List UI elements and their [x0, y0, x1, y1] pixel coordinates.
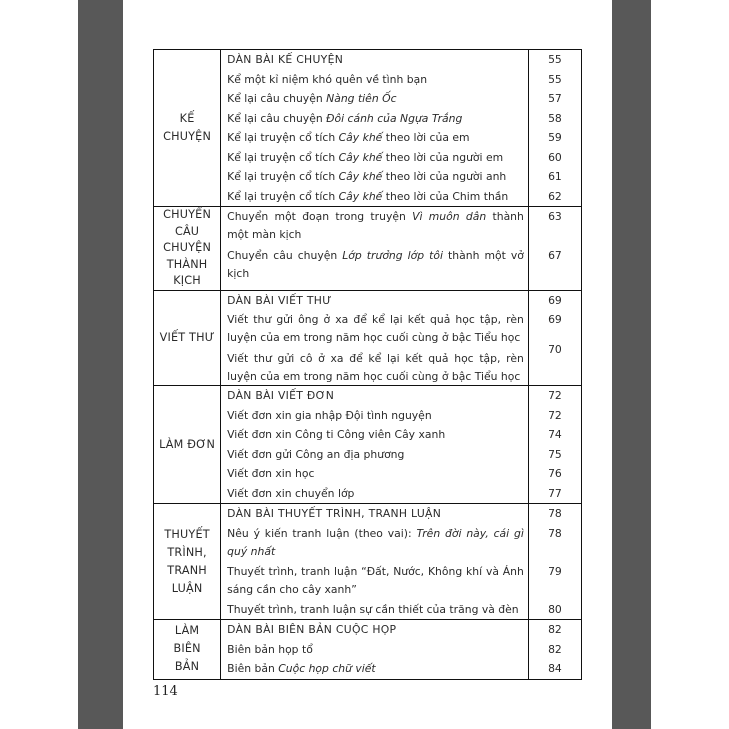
- category-label: TRÌNH,: [167, 545, 207, 559]
- entries-cell: [221, 290, 529, 386]
- category-label: TRANH: [167, 563, 207, 577]
- toc-entry[interactable]: Viết đơn xin gia nhập Đội tình nguyện: [227, 408, 432, 422]
- category-cell: [154, 207, 221, 291]
- page-number: 69: [548, 293, 562, 307]
- page-number: 79: [548, 564, 562, 578]
- entry-text: theo lời của người em: [382, 150, 504, 164]
- toc-entry[interactable]: Viết thư gửi cô ở xa để kể lại kết quả học tập, rèn luyện của em trong năm học cuối cùng ở bậc Tiểu học: [227, 352, 524, 383]
- toc-entry[interactable]: Viết đơn xin chuyển lớp: [227, 486, 355, 500]
- page-number: 84: [548, 662, 562, 675]
- toc-entry[interactable]: DÀN BÀI BIÊN BẢN CUỘC HỌP: [227, 623, 397, 636]
- entry-text: Chuyển một đoạn trong truyện: [227, 210, 413, 223]
- page-number: 72: [548, 389, 562, 402]
- pages-cell: [528, 386, 581, 504]
- toc-section-chuyen-thanh-kich: [154, 207, 582, 291]
- toc-entry[interactable]: DÀN BÀI VIẾT THƯ: [227, 293, 332, 307]
- toc-entry[interactable]: Viết thư gửi ông ở xa để kể lại kết quả học tập, rèn luyện của em trong năm học cuối cùng ở bậc Tiểu học: [227, 313, 524, 344]
- toc-entry[interactable]: [221, 187, 528, 207]
- page-number: 82: [548, 623, 562, 636]
- entry-title-italic: Cây khế: [338, 131, 383, 144]
- toc-entry[interactable]: [221, 659, 528, 679]
- entry-title-italic: Cây khế: [338, 150, 383, 164]
- category-label: THUYẾT: [164, 527, 210, 541]
- toc-entry[interactable]: [221, 167, 528, 187]
- entry-text: theo lời của em: [382, 131, 470, 144]
- category-cell: [154, 290, 221, 386]
- toc-entry[interactable]: Thuyết trình, tranh luận sự cần thiết của trăng và đèn: [227, 602, 519, 616]
- toc-section-bien-ban: [154, 620, 582, 680]
- entry-text: thành một màn kịch: [227, 210, 524, 241]
- toc-entry[interactable]: DÀN BÀI VIẾT ĐƠN: [227, 389, 335, 402]
- category-label: KẾ: [179, 112, 195, 125]
- toc-entry[interactable]: [221, 128, 528, 148]
- footer-page-number: 114: [153, 684, 178, 699]
- category-label: LÀM ĐƠN: [159, 437, 216, 451]
- page-number: 67: [548, 249, 562, 262]
- pages-cell: [528, 50, 581, 207]
- entry-text: Kể lại truyện cổ tích: [227, 150, 339, 164]
- toc-section-ke-chuyen: [154, 50, 582, 207]
- left-gray-margin: [78, 0, 123, 729]
- toc-entry[interactable]: [221, 148, 528, 168]
- entries-cell: [221, 207, 529, 291]
- entries-cell: [221, 504, 529, 620]
- toc-entry[interactable]: Viết đơn xin Công ti Công viên Cây xanh: [227, 428, 446, 441]
- category-label: LÀM: [174, 624, 200, 638]
- category-cell: [154, 386, 221, 504]
- entry-text: theo lời của Chim thần: [382, 189, 509, 203]
- category-cell: [154, 504, 221, 620]
- pages-cell: [528, 207, 581, 291]
- page-number: 59: [548, 131, 562, 144]
- page-number: 60: [548, 150, 562, 164]
- entry-title-italic: Lớp trưởng lớp tôi: [342, 249, 444, 262]
- toc-entry[interactable]: DÀN BÀI THUYẾT TRÌNH, TRANH LUẬN: [227, 507, 442, 520]
- entries-cell: [221, 620, 529, 680]
- entry-title-italic: Vì muôn dân: [412, 210, 487, 223]
- page-number: 72: [548, 408, 562, 422]
- page-number: 55: [548, 72, 562, 86]
- category-label: CHUYỆN: [163, 241, 212, 254]
- page-number: 69: [548, 313, 562, 326]
- page-number: 63: [548, 210, 562, 223]
- page-number: 55: [548, 53, 562, 66]
- entry-text: Biên bản: [227, 662, 279, 675]
- entry-title-italic: Cây khế: [338, 189, 383, 203]
- category-label: CHUYỂN: [163, 208, 212, 221]
- pages-cell: [528, 290, 581, 386]
- page-number: 80: [548, 602, 562, 616]
- category-label: CÂU: [174, 224, 200, 238]
- page-number: 75: [548, 447, 562, 461]
- pages-cell: [528, 504, 581, 620]
- entry-text: Kể lại truyện cổ tích: [227, 131, 339, 144]
- category-label: VIẾT THƯ: [159, 330, 215, 344]
- page-number: 78: [548, 507, 562, 520]
- toc-entry[interactable]: Viết đơn gửi Công an địa phương: [227, 447, 405, 461]
- category-label: BIÊN: [173, 642, 201, 656]
- page-number: 82: [548, 642, 562, 656]
- page-number: 58: [548, 111, 562, 125]
- category-label: LUẬN: [171, 581, 203, 595]
- page-number: 78: [548, 526, 562, 540]
- page-number: 77: [548, 486, 562, 500]
- toc-section-lam-don: [154, 386, 582, 504]
- entry-text: Kể lại câu chuyện: [227, 92, 327, 105]
- toc-entry[interactable]: [221, 524, 528, 562]
- right-gray-margin: [612, 0, 651, 729]
- table-of-contents: [153, 49, 582, 680]
- page-number: 61: [548, 170, 562, 183]
- entry-title-italic: Đôi cánh của Ngựa Trắng: [326, 111, 463, 125]
- entry-text: Nêu ý kiến tranh luận (theo vai):: [227, 526, 417, 540]
- toc-entry[interactable]: DÀN BÀI KẾ CHUYỆN: [227, 53, 344, 66]
- page-number: 76: [548, 467, 562, 480]
- page-number: 62: [548, 189, 562, 203]
- category-label: BẢN: [174, 660, 200, 674]
- toc-entry[interactable]: Biên bản họp tổ: [227, 642, 313, 656]
- category-label: KỊCH: [173, 274, 201, 287]
- entries-cell: [221, 386, 529, 504]
- entries-cell: [221, 50, 529, 207]
- entry-text: Kể lại truyện cổ tích: [227, 189, 339, 203]
- category-cell: [154, 620, 221, 680]
- category-label: CHUYỆN: [163, 130, 212, 143]
- toc-entry[interactable]: Thuyết trình, tranh luận “Đất, Nước, Không khí và Ánh sáng cần cho cây xanh”: [227, 564, 524, 596]
- toc-entry[interactable]: [221, 246, 528, 289]
- toc-entry[interactable]: [221, 109, 528, 129]
- entry-title-italic: Trên đời này, cái gì quý nhất: [227, 526, 524, 558]
- toc-entry[interactable]: Kể một kỉ niệm khó quên về tình bạn: [227, 72, 428, 86]
- page-number: 74: [548, 428, 562, 441]
- page-number: 57: [548, 92, 562, 105]
- toc-entry[interactable]: [221, 89, 528, 109]
- entry-text: theo lời của người anh: [382, 170, 507, 183]
- category-cell: [154, 50, 221, 207]
- entry-text: Kể lại câu chuyện: [227, 111, 327, 125]
- entry-title-italic: Cuộc họp chữ viết: [278, 662, 376, 675]
- toc-entry[interactable]: [221, 207, 528, 246]
- entry-text: Chuyển câu chuyện: [227, 249, 343, 262]
- toc-section-thuyet-trinh: [154, 504, 582, 620]
- toc-entry[interactable]: Viết đơn xin học: [227, 467, 315, 480]
- entry-title-italic: Nàng tiên Ốc: [326, 92, 397, 105]
- pages-cell: [528, 620, 581, 680]
- entry-text: Kể lại truyện cổ tích: [227, 170, 339, 183]
- entry-text: thành một vở kịch: [227, 249, 524, 280]
- category-label: THÀNH: [166, 257, 208, 271]
- toc-section-viet-thu: [154, 290, 582, 386]
- page-number: 70: [548, 342, 562, 356]
- entry-title-italic: Cây khế: [338, 170, 383, 183]
